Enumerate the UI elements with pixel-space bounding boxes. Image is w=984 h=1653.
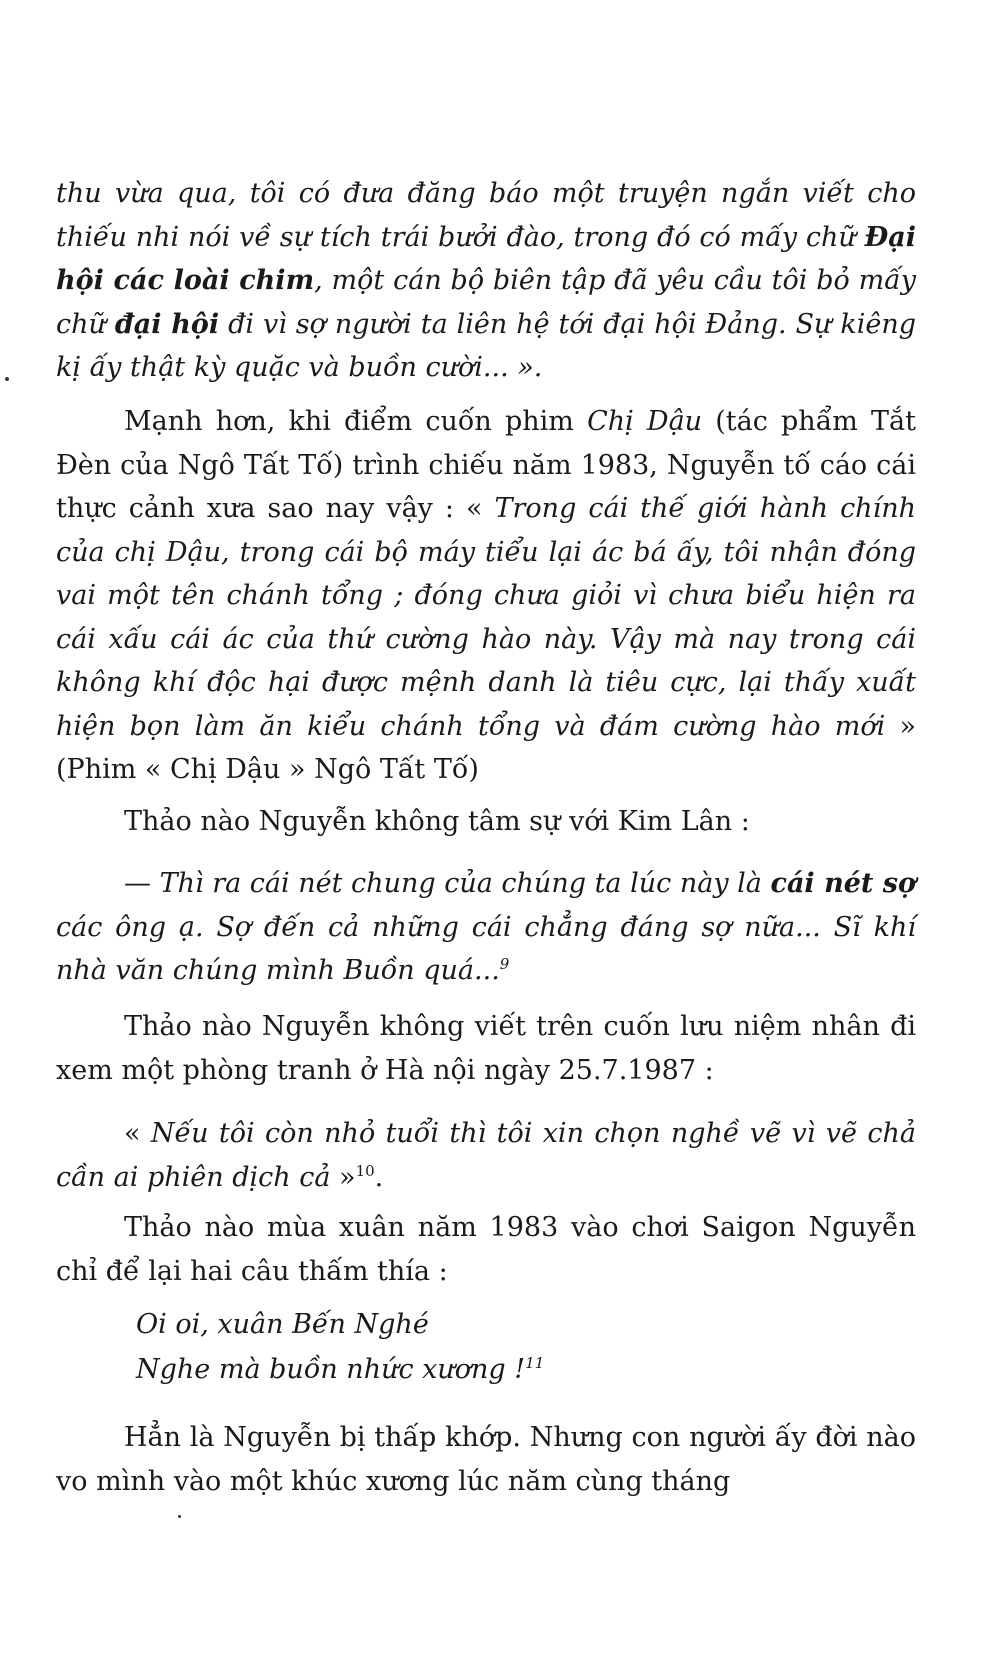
text-run: » (330, 1161, 356, 1193)
text-run: (tác phẩm Tắt Đèn của Ngô Tất Tố) trình chiếu năm 1983, Nguyễn tố cáo cái thực cảnh xưa sao nay vậy : « (56, 406, 916, 524)
footnote-marker: 10 (355, 1161, 375, 1180)
bold-phrase: Đại hội các loài chim (56, 221, 916, 296)
text-run: — Thì ra cái nét chung của chúng ta lúc này là (124, 868, 771, 899)
text-run: . (374, 1161, 384, 1193)
text-run: « (124, 1118, 151, 1149)
scan-speck (5, 377, 9, 381)
text-run: » (Phim « Chị Dậu » Ngô Tất Tố) (56, 710, 916, 785)
text-run: Thảo nào Nguyễn không tâm sự với Kim Lân : (124, 806, 750, 837)
text-run: Thảo nào Nguyễn không viết trên cuốn lưu niệm nhân đi xem một phòng tranh ở Hà nội ngày 25.7.1987 : (56, 1011, 916, 1086)
footnote-marker: 9 (499, 955, 510, 973)
paragraph-saigon (56, 1206, 916, 1293)
footnote-marker: 11 (525, 1354, 545, 1372)
text-run: đi vì sợ người ta liên hệ tới đại hội Đảng. Sự kiêng kị ấy thật kỳ quặc và buồn cười... ». (56, 308, 916, 383)
paragraph-painting-quote (56, 1112, 916, 1199)
text-run: Mạnh hơn, khi điểm cuốn phim (124, 406, 588, 437)
text-run: các ông ạ. Sợ đến cả những cái chẳng đáng sợ nữa... Sĩ khí nhà văn chúng mình Buồn quá... (56, 911, 916, 986)
poem (136, 1302, 736, 1392)
paragraph-quote-continuation (56, 172, 916, 390)
quoted-text: Trong cái thế giới hành chính của chị Dậu, trong cái bộ máy tiểu lại ác bá ấy, tôi nhận đóng vai một tên chánh tổng ; đóng chưa giỏi vì chưa biểu hiện ra cái xấu cái ác của thứ cường hào này. Vậy mà nay trong cái không khí độc hại được mệnh danh là tiêu cực, lại thấy xuất hiện bọn làm ăn kiểu chánh tổng và đám cường hào mới (56, 493, 916, 742)
paragraph-dialogue (56, 862, 916, 993)
film-title: Chị Dậu (587, 406, 703, 437)
paragraph-guestbook (56, 1005, 916, 1092)
paragraph-rheumatism (56, 1416, 916, 1503)
paragraph-chi-dau (56, 400, 916, 792)
text-run: thu vừa qua, tôi có đưa đăng báo một truyện ngắn viết cho thiếu nhi nói về sự tích trái bưởi đào, trong đó có mấy chữ (56, 178, 916, 253)
paragraph-kim-lan (56, 800, 916, 844)
bold-phrase: đại hội (114, 308, 220, 340)
poem-line: Nghe mà buồn nhức xương ! (136, 1354, 526, 1385)
text-run: Thảo nào mùa xuân năm 1983 vào chơi Saigon Nguyễn chỉ để lại hai câu thấm thía : (56, 1212, 916, 1287)
bold-phrase: cái nét sợ (770, 868, 916, 899)
text-run: , một cán bộ biên tập đã yêu cầu tôi bỏ mấy chữ (56, 265, 916, 340)
quoted-text: Nếu tôi còn nhỏ tuổi thì tôi xin chọn nghề vẽ vì vẽ chả cần ai phiên dịch cả (56, 1118, 916, 1193)
scan-speck (178, 1515, 181, 1518)
text-run: Hẳn là Nguyễn bị thấp khớp. Nhưng con người ấy đời nào vo mình vào một khúc xương lúc năm cùng tháng (56, 1422, 916, 1497)
poem-line: Oi oi, xuân Bến Nghé (136, 1309, 429, 1340)
